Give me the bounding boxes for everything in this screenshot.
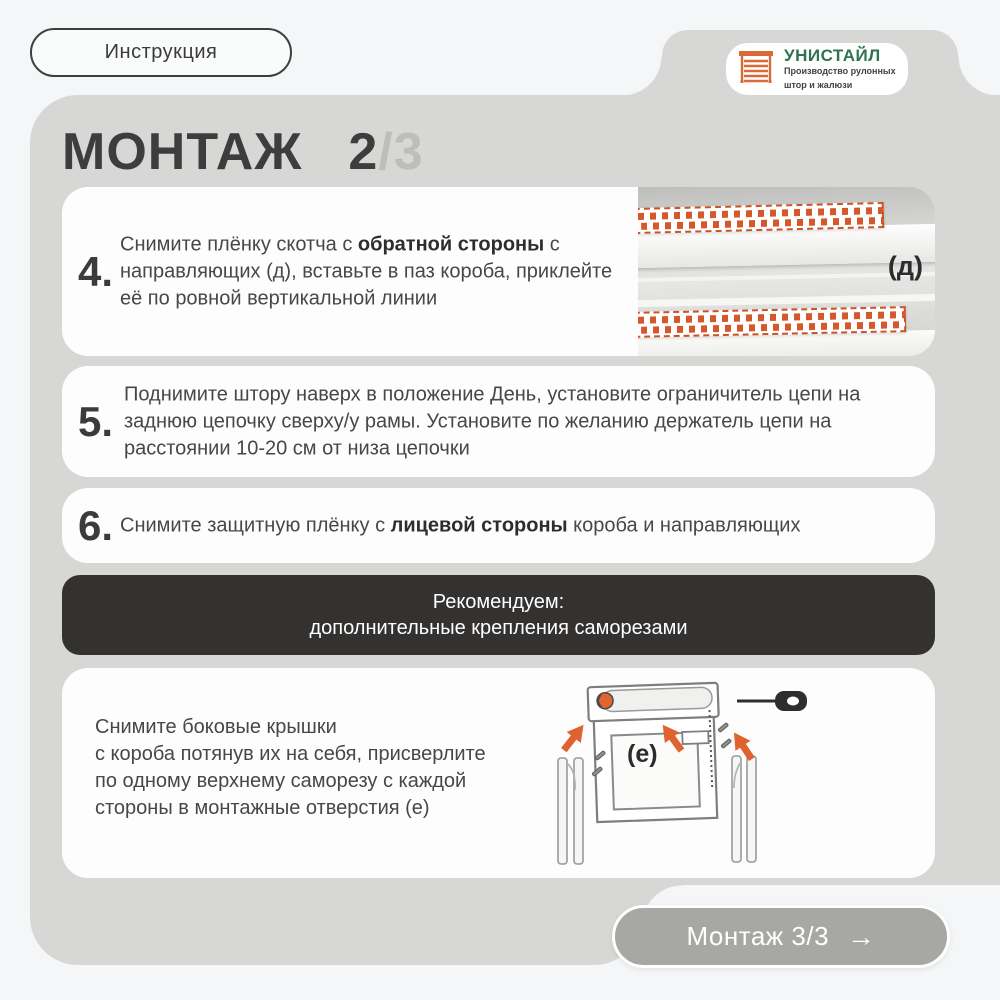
brand-logo <box>726 43 908 95</box>
side-rails-right <box>732 756 756 862</box>
final-step-text: Снимите боковые крышки с короба потянув их на себя, присверлите по одному верхнему саморезу с каждой стороны в монтажные отверстия (е) <box>95 716 486 819</box>
figure-label-d: (д) <box>887 251 923 281</box>
blinds-logo-icon <box>736 47 776 92</box>
step-4-text: Снимите плёнку скотча с обратной стороны с направляющих (д), вставьте в паз короба, приклейте её по ровной вертикальной линии <box>120 233 613 309</box>
instruction-badge[interactable]: Инструкция <box>30 28 292 77</box>
page-title-text: МОНТАЖ <box>62 123 303 181</box>
next-page-label: Монтаж 3/3 <box>686 921 830 951</box>
tab-fillet-right <box>958 56 998 96</box>
rail-edge <box>638 294 935 307</box>
figure-label-e: (e) <box>627 740 658 768</box>
brand-tagline-2: штор и жалюзи <box>784 79 853 90</box>
recommendation-line-2: дополнительные крепления саморезами <box>309 617 688 639</box>
recommendation-banner <box>62 575 935 655</box>
final-step-card <box>62 668 935 878</box>
window-mount-illustration <box>540 680 840 881</box>
step-6-card <box>62 488 935 563</box>
page-indicator-current: 2 <box>348 123 379 181</box>
step-4-number: 4. <box>78 247 114 295</box>
step-6-number: 6. <box>78 501 114 549</box>
step-5-card <box>62 366 935 477</box>
rails-photo <box>638 187 935 356</box>
step-6-text: Снимите защитную плёнку с лицевой стороны короба и направляющих <box>120 514 801 536</box>
page-indicator-total: /3 <box>378 123 424 181</box>
tab-fillet-left <box>622 56 662 96</box>
side-rails-left <box>558 758 583 864</box>
step-4-card <box>62 187 935 356</box>
arrow-right-icon: → <box>847 920 876 952</box>
page-title <box>62 122 424 182</box>
recommendation-line-1: Рекомендуем: <box>432 591 565 613</box>
screwdriver-icon <box>737 691 807 711</box>
step-5-text: Поднимите штору наверх в положение День, установите ограничитель цепи на заднюю цепочку сверху/у рамы. Установите по желанию держатель цепи на расстоянии 10-20 см от низа цепочки <box>124 383 861 459</box>
brand-name: УНИСТАЙЛ <box>784 46 881 66</box>
brand-tagline-1: Производство рулонных <box>784 66 896 77</box>
step-5-number: 5. <box>78 397 114 445</box>
next-page-button[interactable] <box>612 905 950 968</box>
